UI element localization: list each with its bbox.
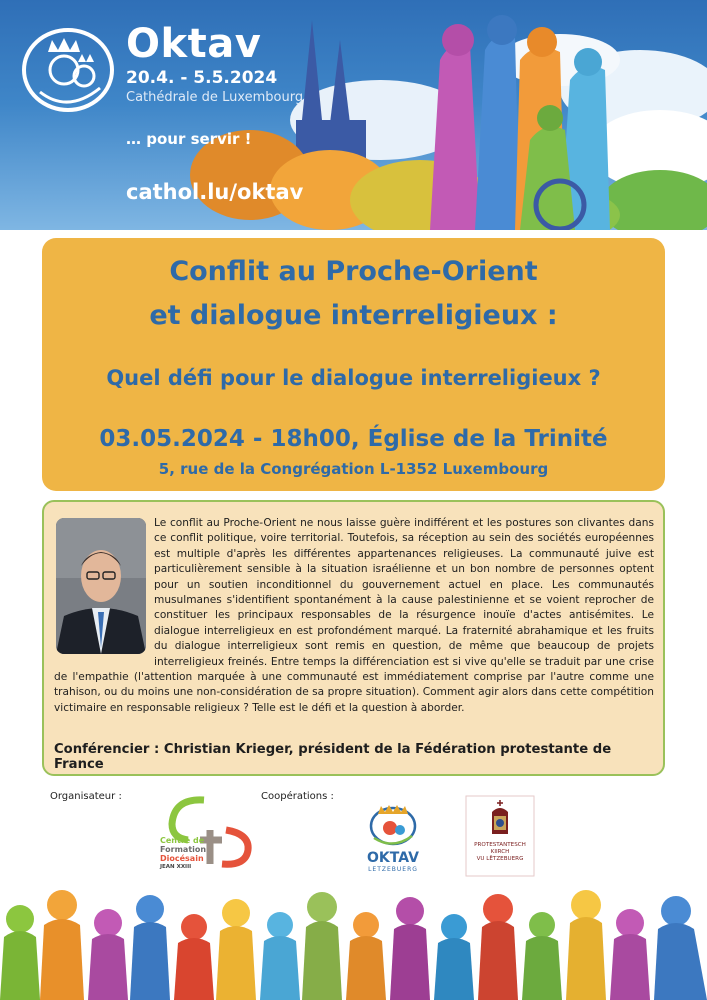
- oktav-partner-sub: LETZEBUERG: [368, 866, 418, 873]
- protestant-church-icon: [464, 794, 536, 878]
- oktav-logo-icon: [18, 22, 118, 118]
- protestant-church-text: PROTESTANTESCH KIIRCH VU LËTZEBUERG: [474, 842, 526, 862]
- crowd-illustration: [0, 875, 707, 1000]
- speaker-line: Conférencier : Christian Krieger, président de la Fédération protestante de France: [54, 742, 612, 772]
- cooperation-label: Coopérations :: [261, 791, 334, 802]
- title-line-1: Conflit au Proche-Orient: [169, 256, 538, 287]
- footer-illustration: [0, 875, 707, 1000]
- header-banner: [0, 0, 707, 230]
- event-datetime-place: 03.05.2024 - 18h00, Église de la Trinité: [99, 426, 608, 452]
- brand-name: Oktav: [126, 21, 262, 67]
- event-address: 5, rue de la Congrégation L-1352 Luxembourg: [158, 460, 549, 478]
- event-title-box: [42, 238, 665, 491]
- speaker-photo: [56, 518, 146, 654]
- oktav-partner-label: OKTAV: [367, 850, 419, 866]
- description-box: [42, 500, 665, 776]
- title-line-2: et dialogue interreligieux :: [149, 300, 558, 331]
- tagline: … pour servir !: [126, 130, 252, 148]
- brand-block: [126, 22, 303, 105]
- oktav-small-logo-icon: [360, 800, 426, 846]
- event-dates: 20.4. - 5.5.2024: [126, 68, 278, 88]
- oktav-partner-logo: [360, 800, 426, 876]
- cfd-logo-text: Centre de Formation Diocésain JEAN XXIII: [160, 836, 207, 870]
- venue: Cathédrale de Luxembourg: [126, 90, 304, 105]
- organizer-label: Organisateur :: [50, 791, 122, 802]
- website-link[interactable]: cathol.lu/oktav: [126, 180, 304, 204]
- description-text: Le conflit au Proche-Orient ne nous laisse guère indifférent et les postures son clivantes dans ce conflit politique, voire territorial. Toutefois, sa réception au sein des sociétés européennes est multiple d'après les différentes appartenances religieuses. La communauté juive est particulièrement sensible à la situation israélienne et un bon nombre de personnes optent pour un soutien inconditionnel du gouvernement actuel en place. Les communautés musulmanes s'identifient spontanément à la cause palestinienne et se voient reprocher de constituer les principaux responsables de la résurgence inouïe d'actes antisémites. Le dialogue interreligieux en est profondément marqué. La fraternité abrahamique et les fruits du dialogue interreligieux sont remis en question, de même que beaucoup de projets interreligieux freinés. Entre temps la différenciation est si vive qu'elle se traduit par une crise de l'empathie (l'attention marquée à une communauté est immédiatement comprise par l'autre comme une trahison, ou du moins une non-considération de sa propre situation). Comment agir alors dans cette compétition victimaire en responsable religieux ? Telle est le défi et la question à aborder.: [54, 517, 654, 714]
- subtitle: Quel défi pour le dialogue interreligieux ?: [106, 366, 601, 390]
- protestant-church-logo: [464, 794, 536, 878]
